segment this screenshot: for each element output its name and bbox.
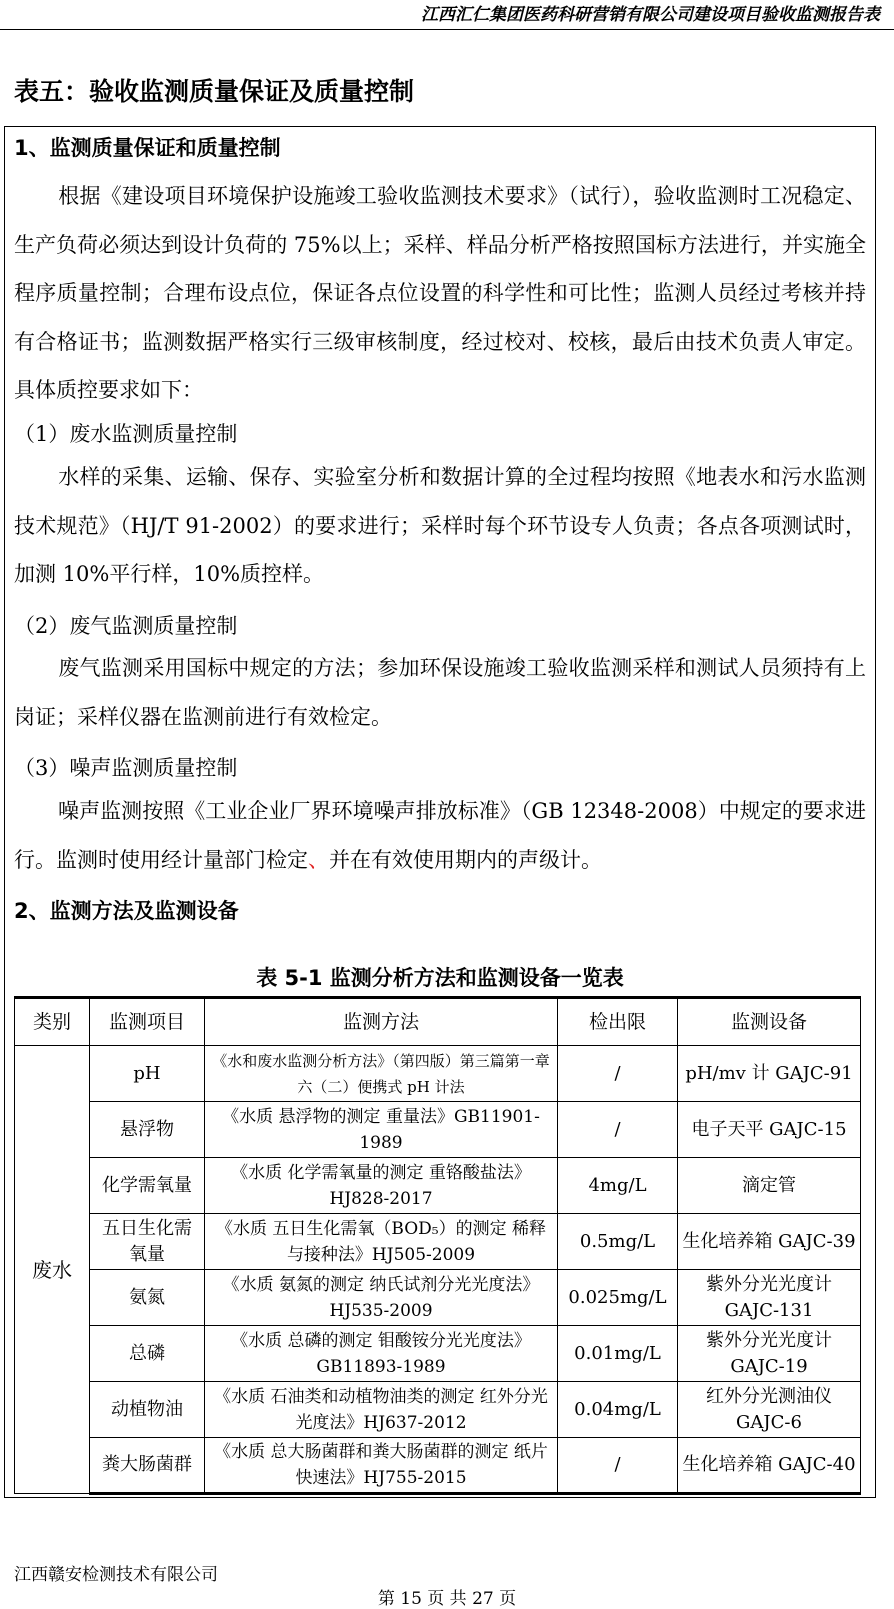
limit-cell: / [558, 1102, 678, 1158]
table-row [15, 1214, 861, 1270]
device-cell: 生化培养箱 GAJC-39 [678, 1214, 861, 1270]
table-row [15, 1158, 861, 1214]
item-cell: 化学需氧量 [90, 1158, 205, 1214]
table-row [15, 1382, 861, 1438]
device-cell: 紫外分光光度计 GAJC-131 [678, 1270, 861, 1326]
method-cell: 《水质 悬浮物的测定 重量法》GB11901-1989 [205, 1102, 558, 1158]
table-row [15, 1046, 861, 1102]
limit-cell: / [558, 1046, 678, 1102]
device-cell: 生化培养箱 GAJC-40 [678, 1438, 861, 1494]
limit-cell: 0.04mg/L [558, 1382, 678, 1438]
device-cell: pH/mv 计 GAJC-91 [678, 1046, 861, 1102]
item-cell: 动植物油 [90, 1382, 205, 1438]
methods-table [14, 996, 861, 1495]
method-cell: 《水质 五日生化需氧（BOD₅）的测定 稀释与接种法》HJ505-2009 [205, 1214, 558, 1270]
item-cell: 氨氮 [90, 1270, 205, 1326]
table-row [15, 1102, 861, 1158]
device-cell: 红外分光测油仪 GAJC-6 [678, 1382, 861, 1438]
limit-cell: 4mg/L [558, 1158, 678, 1214]
category-cell: 废水 [15, 1046, 90, 1494]
table-header-row [15, 998, 861, 1046]
device-cell: 滴定管 [678, 1158, 861, 1214]
noise-qc-title: （3）噪声监测质量控制 [14, 756, 238, 780]
method-cell: 《水和废水监测分析方法》（第四版）第三篇第一章六（二）便携式 pH 计法 [205, 1046, 558, 1102]
device-cell: 电子天平 GAJC-15 [678, 1102, 861, 1158]
table-row [15, 1326, 861, 1382]
col-header-method: 监测方法 [205, 998, 558, 1046]
method-cell: 《水质 石油类和动植物油类的测定 红外分光光度法》HJ637-2012 [205, 1382, 558, 1438]
report-header: 江西汇仁集团医药科研营销有限公司建设项目验收监测报告表 [0, 0, 894, 30]
table-row [15, 1270, 861, 1326]
col-header-item: 监测项目 [90, 998, 205, 1046]
limit-cell: 0.025mg/L [558, 1270, 678, 1326]
item-cell: 总磷 [90, 1326, 205, 1382]
method-cell: 《水质 总大肠菌群和粪大肠菌群的测定 纸片快速法》HJ755-2015 [205, 1438, 558, 1494]
item-cell: pH [90, 1046, 205, 1102]
item-cell: 五日生化需氧量 [90, 1214, 205, 1270]
qa-heading: 1、监测质量保证和质量控制 [14, 136, 281, 160]
section-title: 表五：验收监测质量保证及质量控制 [14, 77, 415, 106]
page-number: 第 15 页 共 27 页 [377, 1589, 517, 1609]
limit-cell: 0.01mg/L [558, 1326, 678, 1382]
qa-intro-paragraph: 根据《建设项目环境保护设施竣工验收监测技术要求》（试行），验收监测时工况稳定、生产负荷必须达到设计负荷的 75%以上；采样、样品分析严格按照国标方法进行，并实施全程序质量控制；合理布设点位，保证各点位设置的科学性和可比性；监测人员经过考核并持有合格证书；监测数据严格实行三级审核制度，经过校对、校核，最后由技术负责人审定。具体质控要求如下： [14, 184, 866, 402]
device-cell: 紫外分光光度计 GAJC-19 [678, 1326, 861, 1382]
method-cell: 《水质 总磷的测定 钼酸铵分光光度法》GB11893-1989 [205, 1326, 558, 1382]
noise-qc-paragraph: 噪声监测按照《工业企业厂界环境噪声排放标准》（GB 12348-2008）中规定的要求进行。监测时使用经计量部门检定、并在有效使用期内的声级计。 [14, 799, 866, 872]
col-header-device: 监测设备 [678, 998, 861, 1046]
methods-heading: 2、监测方法及监测设备 [14, 899, 239, 923]
table-row [15, 1438, 861, 1494]
limit-cell: / [558, 1438, 678, 1494]
water-qc-paragraph: 水样的采集、运输、保存、实验室分析和数据计算的全过程均按照《地表水和污水监测技术规范》（HJ/T 91-2002）的要求进行；采样时每个环节设专人负责；各点各项测试时，加测 10%平行样，10%质控样。 [14, 465, 866, 586]
method-cell: 《水质 化学需氧量的测定 重铬酸盐法》HJ828-2017 [205, 1158, 558, 1214]
item-cell: 悬浮物 [90, 1102, 205, 1158]
gas-qc-paragraph: 废气监测采用国标中规定的方法；参加环保设施竣工验收监测采样和测试人员须持有上岗证；采样仪器在监测前进行有效检定。 [14, 656, 866, 729]
red-mark: 、 [308, 847, 329, 872]
method-cell: 《水质 氨氮的测定 纳氏试剂分光光度法》HJ535-2009 [205, 1270, 558, 1326]
table-caption: 表 5-1 监测分析方法和监测设备一览表 [256, 966, 624, 990]
gas-qc-title: （2）废气监测质量控制 [14, 614, 238, 638]
col-header-category: 类别 [15, 998, 90, 1046]
footer-company: 江西赣安检测技术有限公司 [14, 1565, 218, 1585]
col-header-limit: 检出限 [558, 998, 678, 1046]
item-cell: 粪大肠菌群 [90, 1438, 205, 1494]
limit-cell: 0.5mg/L [558, 1214, 678, 1270]
water-qc-title: （1）废水监测质量控制 [14, 422, 238, 446]
